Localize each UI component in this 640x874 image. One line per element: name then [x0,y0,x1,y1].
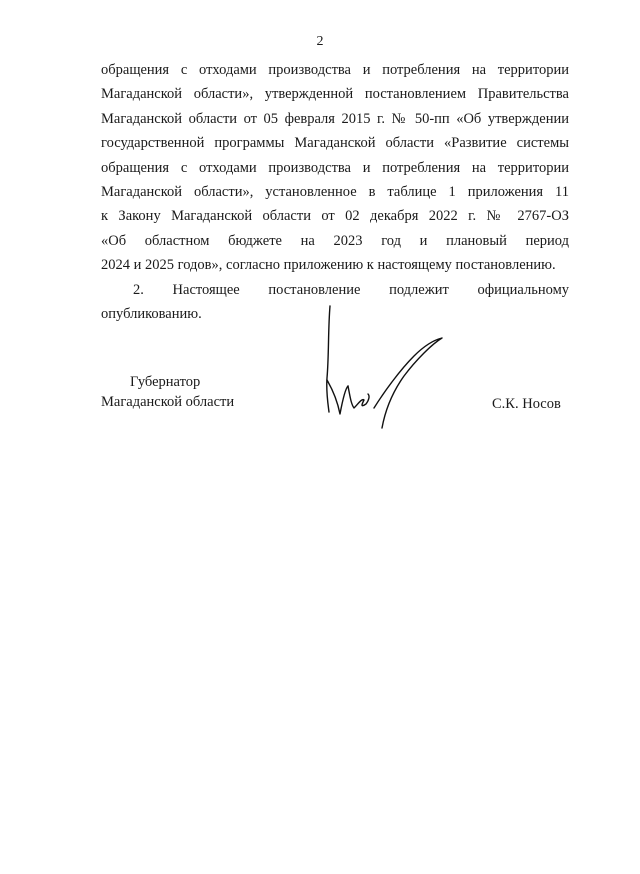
paragraph-1-line: Магаданской области», установленное в таблице 1 приложения 11 [101,183,569,200]
paragraph-1-line: 2024 и 2025 годов», согласно приложению к настоящему постановлению. [101,257,556,274]
paragraph-1-line: Магаданской области», утвержденной постановлением Правительства [101,86,569,103]
document-body [101,58,569,326]
paragraph-1-line: обращения с отходами производства и потребления на территории [101,62,569,78]
signer-name: С.К. Носов [492,396,561,412]
paragraph-1-line: государственной программы Магаданской области «Развитие системы [101,135,569,152]
paragraph-1-line: «Об областном бюджете на 2023 год и плановый период [101,232,569,249]
signer-position: Губернатор [130,374,201,390]
paragraph-1-line: к Закону Магаданской области от 02 декабря 2022 г. № 2767-ОЗ [101,208,569,225]
paragraph-1-line: Магаданской области от 05 февраля 2015 г. № 50-пп «Об утверждении [101,110,569,127]
paragraph-2-line: опубликованию. [101,305,202,322]
page-number: 2 [316,34,324,49]
paragraph-1-line: обращения с отходами производства и потребления на территории [101,159,569,176]
signer-region: Магаданской области [101,394,235,410]
signature-block [0,374,640,434]
paragraph-2-line: 2. Настоящее постановление подлежит официальному [133,281,569,298]
